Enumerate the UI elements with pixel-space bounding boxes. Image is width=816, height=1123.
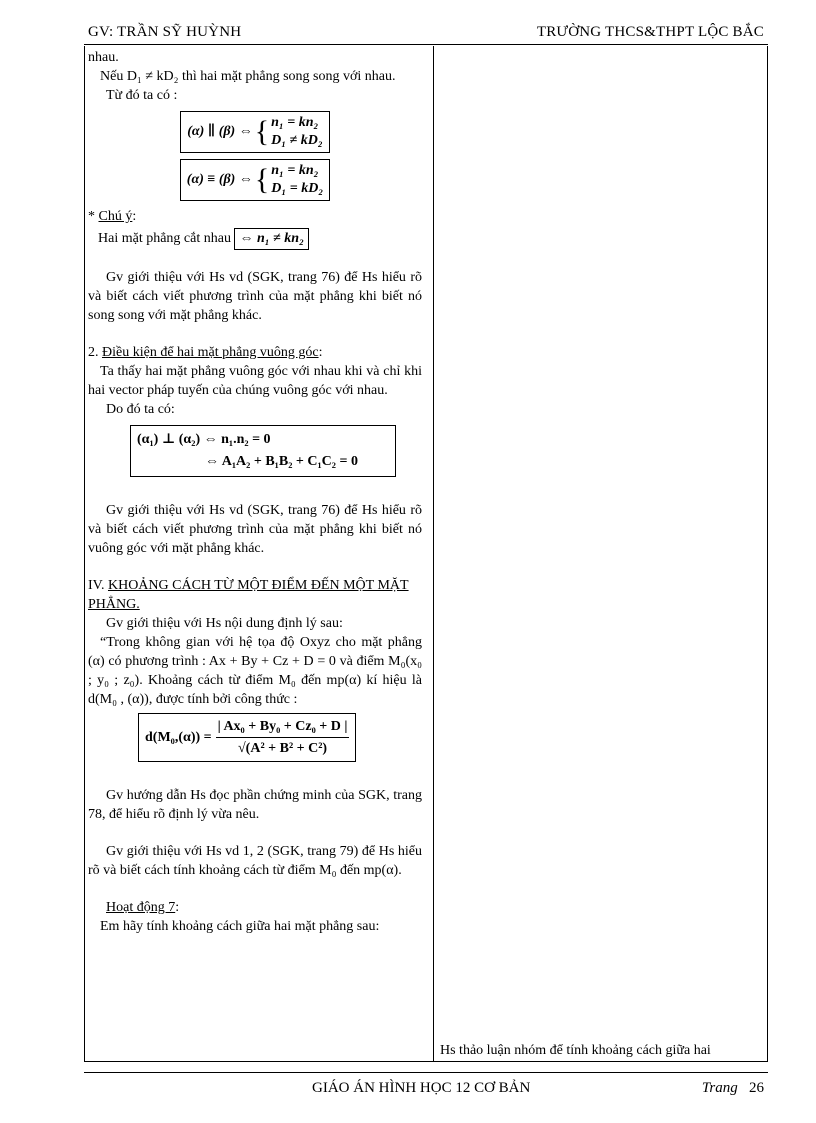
- paragraph-theorem: “Trong không gian với hệ tọa độ Oxyz cho mặt phẳng (α) có phương trình : Ax + By + Cz + D = 0 và điểm M₀(x₀ ; y₀ ; z₀). Khoảng cách từ điểm M₀ đến mp(α) kí hiệu là d(M₀ , (α)), được tính bởi công thức :: [88, 635, 422, 707]
- note-body: [88, 228, 422, 250]
- activity-colon: :: [175, 900, 180, 915]
- section-2-title: Điều kiện để hai mặt phẳng vuông góc: [102, 345, 319, 360]
- page-num: 26: [749, 1080, 764, 1096]
- text-theorem-intro: Gv giới thiệu với Hs nội dung định lý sau:: [106, 616, 343, 631]
- paragraph-perpendicular: Ta thấy hai mặt phẳng vuông góc với nhau khi và chỉ khi hai vector pháp tuyến của chúng vuông góc với nhau.: [88, 364, 422, 398]
- note-star: *: [88, 209, 99, 224]
- section-4-title: KHOẢNG CÁCH TỪ MỘT ĐIỂM ĐẾN MỘT MẶT PHẲNG.: [88, 578, 409, 612]
- formula-row: D₁ = kD₂: [271, 181, 324, 196]
- footer-rule: [84, 1072, 768, 1073]
- section-2-colon: :: [318, 345, 323, 360]
- section-2-number: 2.: [88, 345, 102, 360]
- formula-intersect: ⇔ n₁ ≠ kn₂: [234, 228, 309, 250]
- section-2-heading: [88, 343, 422, 362]
- formula-parallel-row: [88, 111, 422, 153]
- note-title: Chú ý: [98, 209, 133, 224]
- formula-row: D₁ ≠ kD₂: [271, 133, 323, 148]
- formula-distance-lhs: d(M₀,(α)) =: [145, 730, 212, 745]
- activity-text: Em hãy tính khoảng cách giữa hai mặt phẳng sau:: [100, 919, 380, 934]
- paragraph-proof: Gv hướng dẫn Hs đọc phần chứng minh của SGK, trang 78, để hiểu rõ định lý vừa nêu.: [88, 788, 422, 822]
- formula-row: n₁ = kn₂: [271, 163, 319, 178]
- formula-fraction: [216, 717, 350, 758]
- formula-row: n₁ = kn₂: [271, 115, 319, 130]
- formula-row: ⇔ A₁A₂ + B₁B₂ + C₁C₂ = 0: [205, 454, 358, 469]
- section-4-number: IV.: [88, 578, 108, 593]
- formula-perpendicular: [130, 425, 396, 477]
- formula-parallel-system: [271, 114, 323, 150]
- text-therefore: Do đó ta có:: [106, 402, 175, 417]
- note-heading: [88, 207, 422, 226]
- brace-icon: {: [254, 115, 270, 148]
- formula-distance: [138, 713, 356, 762]
- text-from-that: Từ đó ta có :: [106, 88, 178, 103]
- spacer: [88, 880, 422, 898]
- page-label: Trang: [701, 1080, 738, 1096]
- page-number: [702, 1080, 764, 1097]
- header-school: TRƯỜNG THCS&THPT LỘC BẮC: [536, 24, 764, 40]
- formula-denominator: √(A² + B² + C²): [237, 741, 328, 756]
- formula-coincide-lhs: (α) ≡ (β) ⇔: [186, 172, 253, 187]
- formula-row: (α₁) ⊥ (α₂) ⇔ n₁.n₂ = 0: [137, 432, 271, 447]
- formula-parallel-lhs: (α) ∥ (β) ⇔: [187, 124, 253, 139]
- formula-coincide: [180, 159, 330, 201]
- text-line: nhau.: [88, 50, 119, 65]
- paragraph-examples-distance: Gv giới thiệu với Hs vd 1, 2 (SGK, trang 79) để Hs hiểu rõ và biết cách tính khoảng cách từ điểm M₀ đến mp(α).: [88, 844, 422, 878]
- left-column: [88, 48, 422, 936]
- formula-coincide-system: [271, 162, 323, 198]
- formula-coincide-row: [88, 159, 422, 201]
- spacer: [88, 250, 422, 268]
- column-divider: [433, 46, 434, 1062]
- right-column-text: Hs thảo luận nhóm để tính khoảng cách giữa hai: [440, 1043, 711, 1058]
- note-colon: :: [132, 209, 137, 224]
- brace-icon: {: [254, 163, 270, 196]
- spacer: [88, 768, 422, 786]
- header-rule: [84, 44, 768, 45]
- formula-parallel: [180, 111, 330, 153]
- activity-title: Hoạt động 7: [106, 900, 176, 915]
- activity-heading: [88, 898, 422, 917]
- spacer: [88, 824, 422, 842]
- header-teacher: GV: TRẦN SỸ HUỲNH: [88, 24, 242, 40]
- text-parallel-condition: Nếu D₁ ≠ kD₂ thì hai mặt phẳng song song với nhau.: [100, 69, 396, 84]
- spacer: [88, 558, 422, 576]
- paragraph-example-perpendicular: Gv giới thiệu với Hs vd (SGK, trang 76) để Hs hiểu rõ và biết cách viết phương trình của mặt phẳng khi biết nó vuông góc với mặt phẳng khác.: [88, 503, 422, 556]
- formula-numerator: | Ax₀ + By₀ + Cz₀ + D |: [216, 717, 350, 738]
- footer-title: GIÁO ÁN HÌNH HỌC 12 CƠ BẢN: [312, 1080, 531, 1096]
- note-text: Hai mặt phẳng cắt nhau: [98, 231, 235, 246]
- paragraph-example-parallel: Gv giới thiệu với Hs vd (SGK, trang 76) để Hs hiểu rõ và biết cách viết phương trình của mặt phẳng khi biết nó song song với mặt phẳng khác.: [88, 270, 422, 323]
- section-4-heading: [88, 576, 422, 614]
- spacer: [88, 325, 422, 343]
- spacer: [88, 483, 422, 501]
